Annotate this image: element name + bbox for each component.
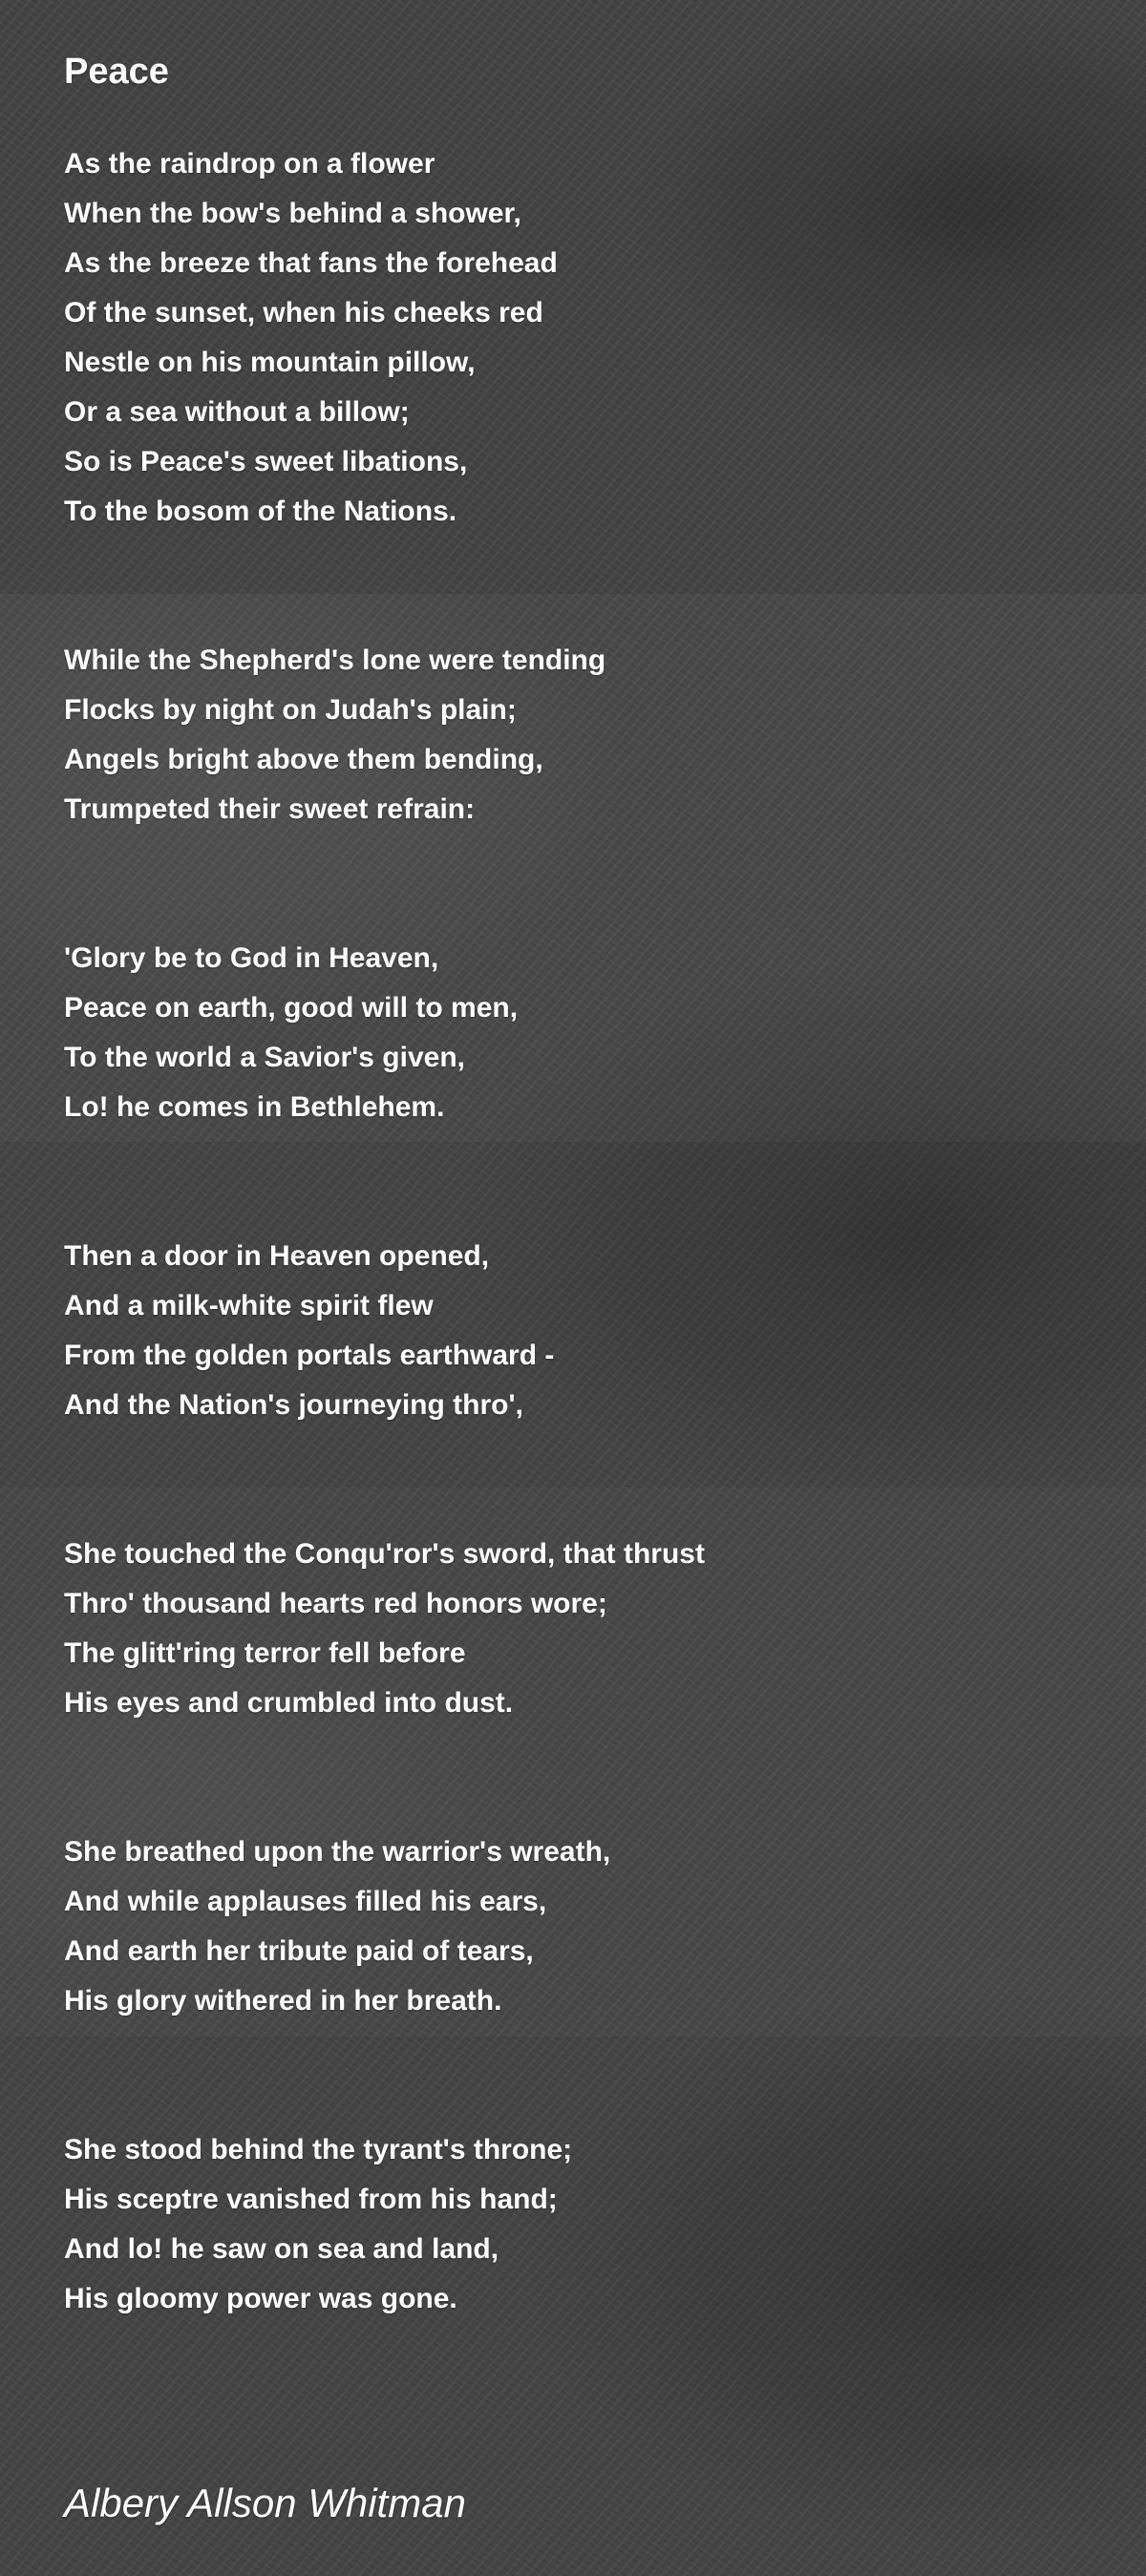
poem-line: Angels bright above them bending, [64, 744, 543, 775]
poem-line: To the bosom of the Nations. [64, 496, 457, 527]
poem-line: And lo! he saw on sea and land, [64, 2233, 499, 2265]
poem-author: Albery Allson Whitman [64, 2481, 466, 2525]
poem-line: Nestle on his mountain pillow, [64, 347, 476, 378]
poem-line: As the breeze that fans the forehead [64, 247, 558, 279]
poem-line: His sceptre vanished from his hand; [64, 2184, 558, 2215]
poem-line: Or a sea without a billow; [64, 396, 410, 428]
poem-line: His eyes and crumbled into dust. [64, 1687, 514, 1719]
poem-line: She breathed upon the warrior's wreath, [64, 1836, 611, 1868]
poem-line: And while applauses filled his ears, [64, 1886, 547, 1917]
poem-line: Flocks by night on Judah's plain; [64, 694, 517, 726]
stanza [64, 1827, 1095, 2026]
poem-line: Thro' thousand hearts red honors wore; [64, 1588, 607, 1619]
poem-line: Peace on earth, good will to men, [64, 992, 519, 1024]
stanza [64, 1232, 1095, 1430]
poem-line: So is Peace's sweet libations, [64, 446, 468, 477]
poem-line: She stood behind the tyrant's throne; [64, 2134, 573, 2165]
poem-line: When the bow's behind a shower, [64, 198, 521, 229]
poem-title: Peace [64, 52, 169, 92]
poem-line: His gloomy power was gone. [64, 2283, 457, 2314]
poem-line: As the raindrop on a flower [64, 148, 435, 179]
poem-line: The glitt'ring terror fell before [64, 1637, 466, 1669]
poem-line: While the Shepherd's lone were tending [64, 644, 606, 676]
stanza [64, 139, 1095, 537]
poem-line: 'Glory be to God in Heaven, [64, 942, 439, 974]
stanza [64, 1530, 1095, 1728]
poem-line: Trumpeted their sweet refrain: [64, 793, 476, 825]
poem-line: Of the sunset, when his cheeks red [64, 297, 543, 328]
poem-body [64, 50, 1095, 2423]
poem-line: She touched the Conqu'ror's sword, that thrust [64, 1538, 705, 1570]
stanza [64, 934, 1095, 1132]
poem-line: To the world a Savior's given, [64, 1042, 465, 1073]
poem-line: Lo! he comes in Bethlehem. [64, 1091, 445, 1123]
stanza [64, 636, 1095, 834]
poem-line: And a milk-white spirit flew [64, 1290, 434, 1321]
poem-line: From the golden portals earthward - [64, 1340, 555, 1371]
poem-line: And earth her tribute paid of tears, [64, 1935, 534, 1967]
poem-line: Then a door in Heaven opened, [64, 1240, 490, 1272]
stanza [64, 2125, 1095, 2324]
poem-line: And the Nation's journeying thro', [64, 1389, 523, 1421]
poem-line: His glory withered in her breath. [64, 1985, 502, 2016]
